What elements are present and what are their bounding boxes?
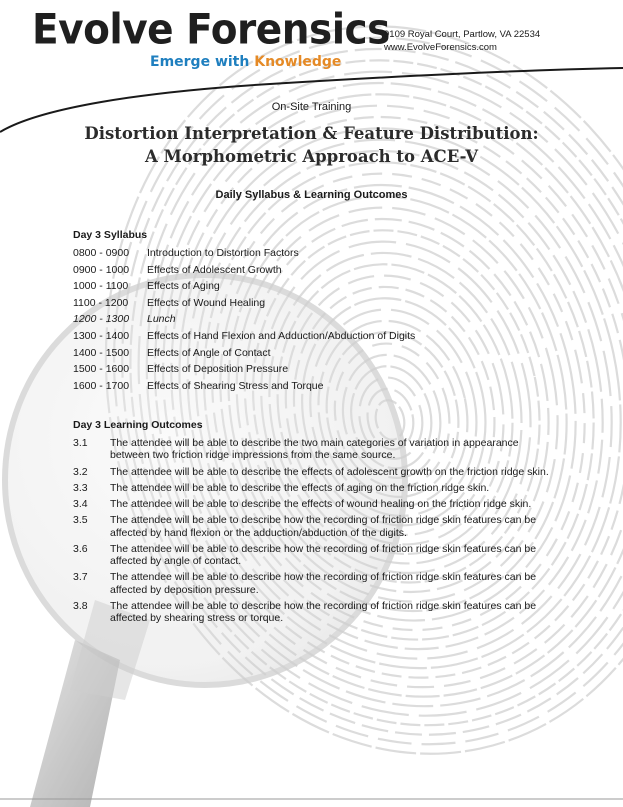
schedule-time: 1500 - 1600 bbox=[73, 363, 130, 376]
outcome-item bbox=[73, 482, 553, 494]
outcome-item bbox=[73, 514, 553, 539]
schedule-topic: Effects of Deposition Pressure bbox=[147, 363, 289, 376]
schedule-topic: Effects of Hand Flexion and Adduction/Abduction of Digits bbox=[147, 329, 416, 342]
outcome-text: The attendee will be able to describe the effects of wound healing on the friction ridge skin. bbox=[110, 498, 532, 511]
schedule-topic: Effects of Wound Healing bbox=[147, 296, 266, 309]
outcome-number: 3.8 bbox=[73, 600, 88, 613]
title-line-1: Distortion Interpretation & Feature Distribution: bbox=[84, 124, 539, 143]
outcome-item bbox=[73, 466, 553, 478]
training-type: On-Site Training bbox=[271, 101, 352, 113]
learning-outcomes-list bbox=[73, 437, 553, 629]
syllabus-heading: Day 3 Syllabus bbox=[73, 229, 148, 241]
outcome-item bbox=[73, 600, 553, 625]
company-tagline bbox=[150, 55, 341, 69]
schedule-time: 0900 - 1000 bbox=[73, 263, 130, 276]
schedule-topic: Introduction to Distortion Factors bbox=[147, 247, 299, 259]
outcome-text: The attendee will be able to describe how the recording of friction ridge skin features can be affected by hand flexion or the adduction/abduction of the digits. bbox=[110, 514, 537, 539]
schedule-time: 1300 - 1400 bbox=[73, 329, 130, 342]
outcomes-heading: Day 3 Learning Outcomes bbox=[73, 419, 203, 431]
schedule-time: 1000 - 1100 bbox=[73, 280, 129, 293]
outcome-text: The attendee will be able to describe how the recording of friction ridge skin features can be affected by shearing stress or torque. bbox=[110, 600, 537, 625]
contact-block bbox=[384, 28, 540, 54]
outcome-text: The attendee will be able to describe the effects of aging on the friction ridge skin. bbox=[110, 481, 490, 494]
tagline-part1: Emerge with bbox=[150, 54, 250, 70]
outcome-number: 3.1 bbox=[73, 437, 88, 449]
title-line-2: A Morphometric Approach to ACE-V bbox=[144, 147, 479, 166]
schedule-time: 1600 - 1700 bbox=[73, 379, 130, 392]
outcome-text: The attendee will be able to describe how the recording of friction ridge skin features can be affected by angle of contact. bbox=[110, 542, 537, 568]
outcome-item bbox=[73, 498, 553, 510]
outcome-number: 3.6 bbox=[73, 542, 88, 555]
schedule-topic: Effects of Aging bbox=[147, 280, 220, 293]
outcome-number: 3.2 bbox=[73, 465, 88, 478]
address-line: 9109 Royal Court, Partlow, VA 22534 bbox=[384, 29, 541, 40]
outcome-text: The attendee will be able to describe the effects of adolescent growth on the friction ridge skin. bbox=[110, 465, 549, 478]
tagline-part2: Knowledge bbox=[254, 54, 342, 70]
outcome-number: 3.4 bbox=[73, 498, 88, 511]
page-title bbox=[0, 122, 623, 168]
schedule-topic: Effects of Shearing Stress and Torque bbox=[147, 379, 324, 392]
schedule-topic: Effects of Angle of Contact bbox=[147, 346, 271, 359]
schedule-topic: Effects of Adolescent Growth bbox=[147, 263, 282, 276]
schedule-time: 1100 - 1200 bbox=[73, 296, 129, 309]
company-logo: Evolve Forensics bbox=[32, 5, 390, 55]
outcome-number: 3.3 bbox=[73, 481, 88, 494]
outcome-item bbox=[73, 571, 553, 596]
website-link[interactable]: www.EvolveForensics.com bbox=[384, 42, 497, 53]
outcome-text: The attendee will be able to describe how the recording of friction ridge skin features can be affected by deposition pressure. bbox=[110, 571, 537, 596]
schedule-time: 1200 - 1300 bbox=[73, 313, 130, 326]
schedule-time: 1400 - 1500 bbox=[73, 346, 130, 359]
schedule-time: 0800 - 0900 bbox=[73, 247, 130, 259]
page-subheading: Daily Syllabus & Learning Outcomes bbox=[215, 189, 408, 201]
outcome-number: 3.5 bbox=[73, 514, 88, 527]
schedule-topic: Lunch bbox=[147, 313, 176, 326]
outcome-text: The attendee will be able to describe the two main categories of variation in appearance between two friction ridge impressions from the same source. bbox=[110, 437, 519, 462]
outcome-item bbox=[73, 543, 553, 568]
outcome-item bbox=[73, 437, 553, 462]
outcome-number: 3.7 bbox=[73, 571, 88, 584]
